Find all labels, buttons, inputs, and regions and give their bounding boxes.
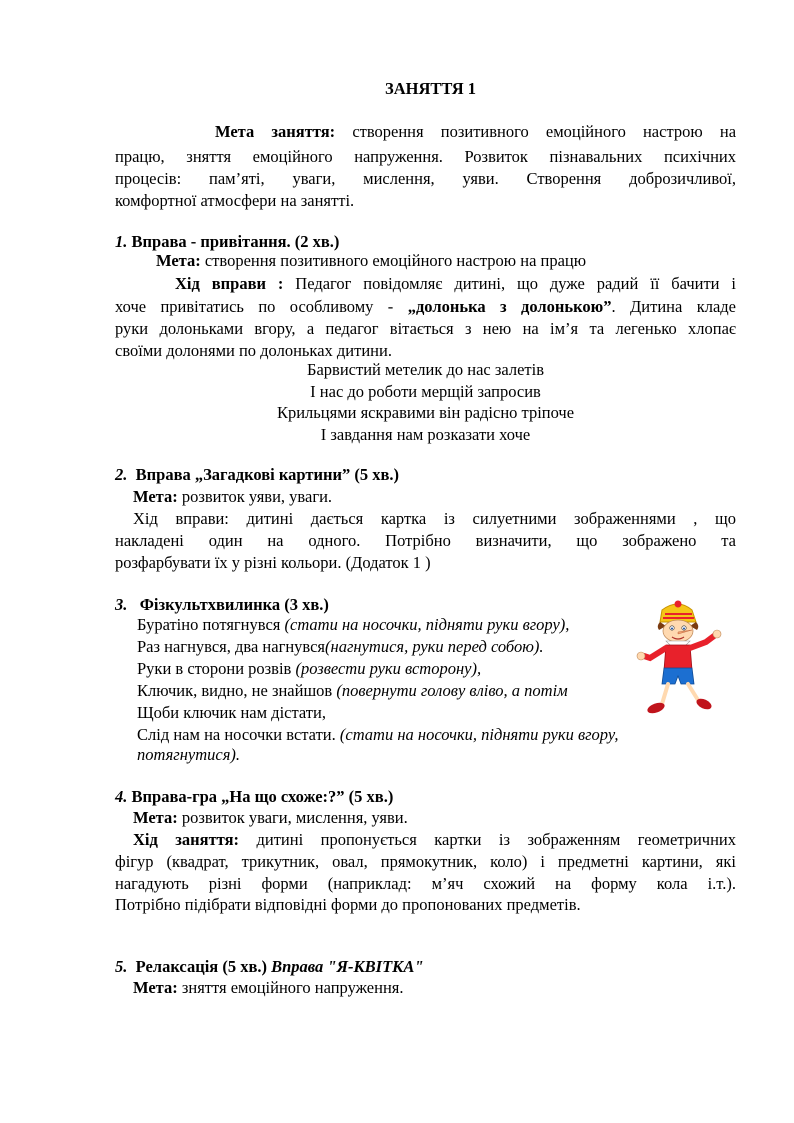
exercise-4-proc-line-2: фігур (квадрат, трикутник, овал, прямокутник, коло) і предметні картини, які bbox=[115, 852, 736, 871]
goal-label: Мета заняття: bbox=[215, 122, 336, 141]
exercise-2-proc-line-3: розфарбувати їх у різні кольори. (Додаток 1 ) bbox=[115, 553, 431, 572]
exercise-1-goal bbox=[156, 250, 586, 271]
exercise-3-line-2 bbox=[137, 636, 544, 657]
poem-line-1: Барвистий метелик до нас залетів bbox=[307, 360, 544, 379]
exercise-4-goal bbox=[133, 807, 408, 828]
exercise-3-line-1-note: (стати на носочки, підняти руки вгору), bbox=[284, 615, 570, 634]
page-title: ЗАНЯТТЯ 1 bbox=[385, 79, 477, 98]
exercise-1-title: Вправа - привітання. (2 хв.) bbox=[131, 232, 340, 251]
exercise-5-goal bbox=[133, 977, 404, 998]
exercise-4-goal-label: Мета: bbox=[133, 808, 178, 827]
exercise-5-heading bbox=[115, 956, 424, 977]
exercise-4-proc-label: Хід заняття: bbox=[133, 830, 240, 849]
exercise-1-heading bbox=[115, 231, 339, 252]
exercise-4-title: Вправа-гра „На що схоже:?” (5 хв.) bbox=[131, 787, 394, 806]
exercise-3-heading bbox=[115, 594, 329, 615]
goal-text-1: створення позитивного емоційного настрою на bbox=[352, 122, 737, 141]
exercise-3-line-6-note: (стати на носочки, підняти руки вгору, bbox=[339, 725, 619, 744]
exercise-1-goal-text: створення позитивного емоційного настрою на працю bbox=[204, 251, 587, 270]
exercise-3-line-5 bbox=[137, 702, 326, 723]
goal-line-2: працю, зняття емоційного напруження. Розвиток пізнавальних психічних bbox=[115, 147, 736, 166]
exercise-3-line-4-note: (повернути голову вліво, а потім bbox=[336, 681, 568, 700]
exercise-1-number: 1. bbox=[115, 232, 128, 251]
goal-line-1 bbox=[215, 121, 736, 142]
exercise-1-proc-label: Хід вправи : bbox=[175, 274, 284, 293]
exercise-1-proc-line-4: своїми долонями по долоньках дитини. bbox=[115, 341, 392, 360]
goal-line-4: комфортної атмосфери на занятті. bbox=[115, 191, 355, 210]
exercise-5-subtitle: Вправа "Я-КВІТКА" bbox=[271, 957, 424, 976]
exercise-1-proc-text-2c: . Дитина кладе bbox=[611, 297, 737, 316]
exercise-5-goal-label: Мета: bbox=[133, 978, 178, 997]
poem-line-2: І нас до роботи мерщій запросив bbox=[310, 382, 541, 401]
exercise-4-proc-text-1: дитині пропонується картки із зображенням геометричних bbox=[256, 830, 737, 849]
exercise-1-proc-line-1 bbox=[175, 273, 736, 294]
exercise-4-number: 4. bbox=[115, 787, 128, 806]
exercise-3-line-6-text: Слід нам на носочки встати. bbox=[137, 725, 340, 744]
exercise-2-proc-line-1: Хід вправи: дитині дається картка із силуетними зображеннями , що bbox=[133, 509, 736, 528]
exercise-3-line-3-note: (розвести руки всторону), bbox=[295, 659, 482, 678]
exercise-1-proc-text-2a: хоче привітатись по особливому - bbox=[115, 297, 394, 316]
exercise-5-title: Релаксація (5 хв.) bbox=[135, 957, 267, 976]
exercise-3-title: Фізкультхвилинка (3 хв.) bbox=[139, 595, 329, 614]
exercise-2-goal-label: Мета: bbox=[133, 487, 178, 506]
exercise-4-proc-line-4: Потрібно підібрати відповідні форми до пропонованих предметів. bbox=[115, 895, 581, 914]
exercise-3-line-3 bbox=[137, 658, 481, 679]
exercise-3-number: 3. bbox=[115, 595, 128, 614]
exercise-2-title: Вправа „Загадкові картини” (5 хв.) bbox=[135, 465, 400, 484]
exercise-2-proc-line-2: накладені один на одного. Потрібно визначити, що зображено та bbox=[115, 531, 736, 550]
exercise-2-number: 2. bbox=[115, 465, 128, 484]
exercise-5-goal-text: зняття емоційного напруження. bbox=[181, 978, 404, 997]
exercise-1-proc-text-1: Педагог повідомляє дитині, що дуже радий її бачити і bbox=[295, 274, 736, 293]
exercise-4-goal-text: розвиток уваги, мислення, уяви. bbox=[181, 808, 408, 827]
exercise-3-line-6 bbox=[137, 724, 618, 745]
goal-line-3: процесів: пам’яті, уваги, мислення, уяви. Створення доброзичливої, bbox=[115, 169, 736, 188]
exercise-3-line-3-text: Руки в сторони розвів bbox=[137, 659, 296, 678]
poem-line-4: І завдання нам розказати хоче bbox=[320, 425, 531, 444]
exercise-1-goal-label: Мета: bbox=[156, 251, 201, 270]
exercise-3-line-2-note: (нагнутися, руки перед собою). bbox=[325, 637, 544, 656]
exercise-1-game-name: „долонька з долонькою” bbox=[407, 297, 612, 316]
exercise-3-line-7: потягнутися). bbox=[137, 745, 241, 764]
exercise-3-line-1-text: Буратіно потягнувся bbox=[137, 615, 285, 634]
exercise-2-goal-text: розвиток уяви, уваги. bbox=[181, 487, 333, 506]
poem-line-3: Крильцями яскравими він радісно тріпоче bbox=[276, 403, 575, 422]
exercise-2-goal bbox=[133, 486, 332, 507]
exercise-4-heading bbox=[115, 786, 393, 807]
exercise-3-line-4 bbox=[137, 680, 568, 701]
exercise-3-line-1 bbox=[137, 614, 569, 635]
exercise-5-number: 5. bbox=[115, 957, 128, 976]
exercise-3-line-2-text: Раз нагнувся, два нагнувся bbox=[137, 637, 326, 656]
shorts bbox=[662, 668, 694, 684]
exercise-3-line-5-text: Щоби ключик нам дістати, bbox=[137, 703, 326, 722]
exercise-1-proc-line-2 bbox=[115, 296, 736, 317]
exercise-3-line-4-text: Ключик, видно, не знайшов bbox=[137, 681, 337, 700]
pinocchio-illustration bbox=[632, 600, 724, 720]
exercise-4-proc-line-3: нагадують різні форми (наприклад: м’яч схожий на форму кола і.т.). bbox=[115, 874, 736, 893]
exercise-1-proc-line-3: руки долоньками вгору, а педагог вітається з нею на ім’я та легенько хлопає bbox=[115, 319, 736, 338]
hat-pompom bbox=[675, 601, 682, 608]
exercise-2-heading bbox=[115, 464, 399, 485]
exercise-4-proc-line-1 bbox=[133, 829, 736, 850]
